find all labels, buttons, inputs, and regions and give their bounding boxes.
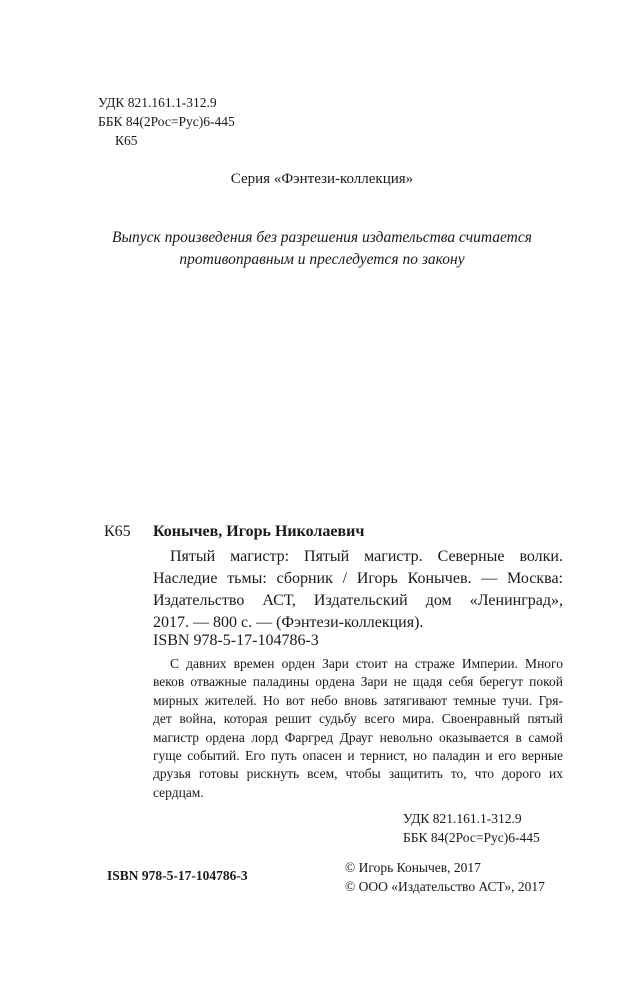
annotation-line: дет война, которая решит судьбу всего мира. Своенравный пятый	[153, 711, 563, 727]
udk-code: УДК 821.161.1-312.9	[98, 95, 217, 110]
author-code: К65	[115, 133, 138, 148]
annotation-line: магистр ордена лорд Фаргред Драуг невольно оказывается в самой	[153, 729, 563, 745]
bibliographic-line: Наследие тьмы: сборник / Игорь Конычев. — Москва:	[153, 570, 563, 587]
annotation-line: друзья готовы рискнуть всем, чтобы защитить то, что дорого их	[153, 766, 563, 782]
bibliographic-description	[153, 546, 563, 634]
isbn-bold: ISBN 978-5-17-104786-3	[107, 868, 248, 883]
copyright-author: © Игорь Конычев, 2017	[345, 860, 481, 875]
classification-top	[98, 93, 235, 150]
legal-warning	[0, 227, 644, 271]
annotation-line: веков отважные паладины ордена Зари не щадя себя берегут покой	[153, 674, 563, 690]
isbn: ISBN 978-5-17-104786-3	[153, 632, 319, 649]
legal-warning-line: Выпуск произведения без разрешения издательства считается	[112, 229, 532, 246]
udk-code: УДК 821.161.1-312.9	[403, 811, 522, 826]
bbk-code: ББК 84(2Рос=Рус)6-445	[98, 114, 235, 129]
copyright-publisher: © ООО «Издательство АСТ», 2017	[345, 879, 545, 894]
bibliographic-index: К65	[104, 523, 131, 540]
bbk-code: ББК 84(2Рос=Рус)6-445	[403, 830, 540, 845]
legal-warning-line: противоправным и преследуется по закону	[179, 251, 465, 268]
annotation-line: С давних времен орден Зари стоит на страже Империи. Много	[170, 656, 563, 671]
classification-bottom	[403, 809, 540, 847]
bibliographic-line: 2017. — 800 с. — (Фэнтези-коллекция).	[153, 614, 424, 631]
bibliographic-line: Пятый магистр: Пятый магистр. Северные волки.	[170, 548, 563, 565]
annotation-line: гуще событий. Его путь опасен и тернист, но паладин и его верные	[153, 748, 563, 764]
bibliographic-author: Конычев, Игорь Николаевич	[153, 523, 365, 540]
annotation-line: мирных жителей. Но вот небо вновь затягивают темные тучи. Гря-	[153, 692, 563, 708]
copyright-notice	[345, 858, 545, 896]
series-title: Серия «Фэнтези-коллекция»	[230, 171, 414, 187]
annotation-line: сердцам.	[153, 784, 204, 800]
bibliographic-line: Издательство АСТ, Издательский дом «Ленинград»,	[153, 592, 563, 609]
annotation	[153, 655, 563, 802]
